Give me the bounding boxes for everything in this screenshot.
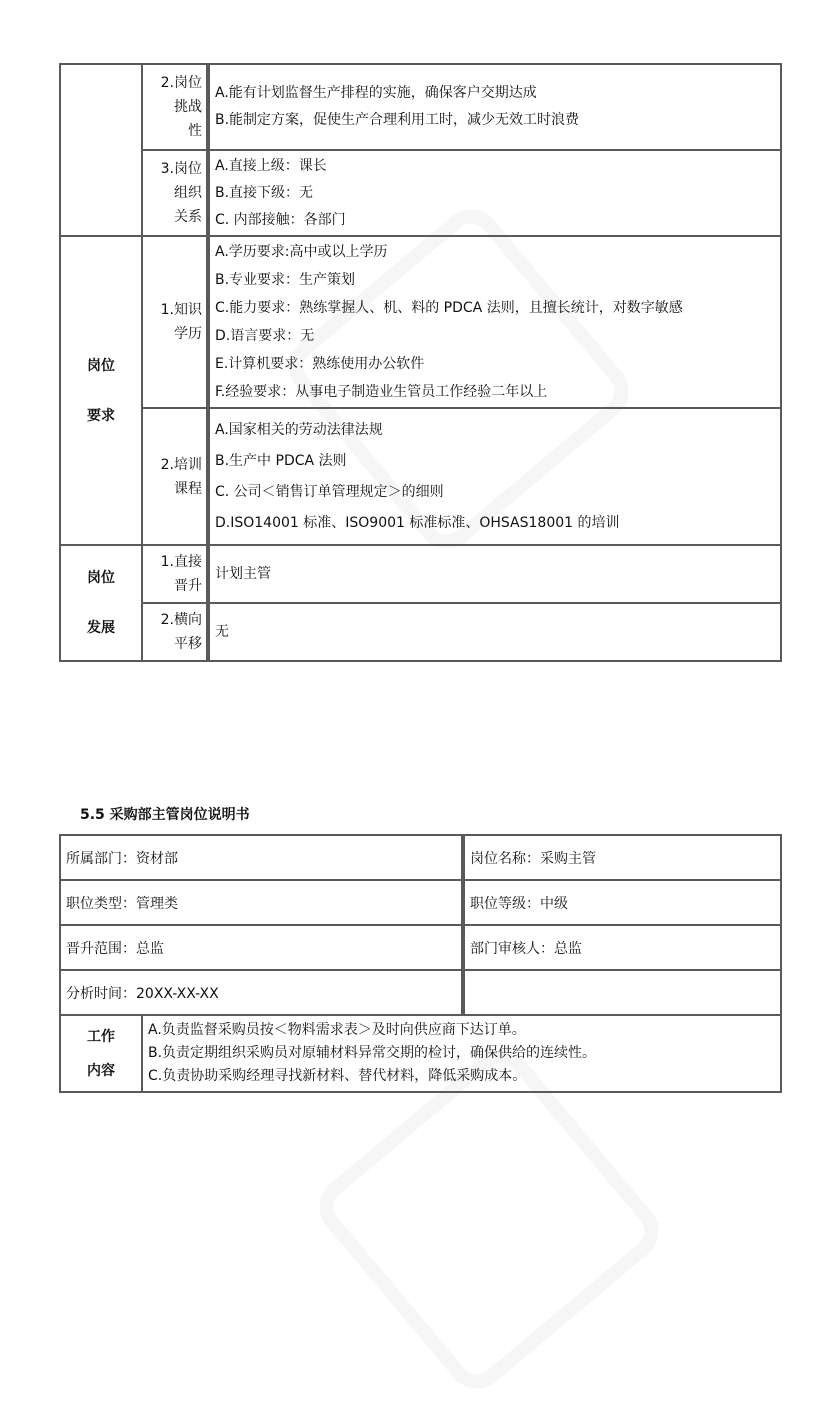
subsection-label-cell [142, 545, 208, 603]
list-item: A.直接上级：课长 [215, 157, 327, 174]
subsection-label-cell [142, 408, 208, 545]
section-heading: 5.5 采购部主管岗位说明书 [80, 807, 250, 823]
subsection-label-line: 平移 [174, 636, 202, 652]
content-cell [208, 64, 781, 150]
table-row [60, 880, 781, 925]
section-label-cell [60, 545, 142, 661]
table-row [60, 603, 781, 661]
table-row [60, 970, 781, 1015]
info-cell-right: 职位等级：中级 [463, 880, 781, 925]
list-item: D.语言要求：无 [215, 328, 315, 344]
section-label-line: 岗位 [87, 357, 115, 374]
table-row [60, 835, 781, 880]
subsection-label-line: 2.岗位 [160, 75, 202, 91]
table-row [60, 925, 781, 970]
list-item: B.负责定期组织采购员对原辅材料异常交期的检讨，确保供给的连续性。 [148, 1045, 597, 1061]
section-label-line: 要求 [87, 407, 115, 424]
info-cell-left: 晋升范围：总监 [60, 925, 463, 970]
section-label-line: 发展 [87, 620, 115, 636]
subsection-label-line: 关系 [174, 209, 202, 225]
info-cell-left: 职位类型：管理类 [60, 880, 463, 925]
job-description-table-continued [59, 63, 782, 662]
list-item: C.能力要求：熟练掌握人、机、料的 PDCA 法则，且擅长统计，对数字敏感 [215, 300, 683, 316]
subsection-label-line: 课程 [174, 480, 202, 497]
subsection-label-cell [142, 64, 208, 150]
table-row [60, 64, 781, 150]
list-item: C.负责协助采购经理寻找新材料、替代材料，降低采购成本。 [148, 1068, 527, 1084]
subsection-label-line: 组织 [174, 185, 202, 201]
subsection-label-line: 晋升 [174, 578, 202, 594]
info-cell-left: 所属部门：资材部 [60, 835, 463, 880]
content-cell [208, 603, 781, 661]
content-cell [208, 408, 781, 545]
subsection-label-line: 性 [188, 123, 202, 139]
table-row [60, 150, 781, 236]
list-item: B.能制定方案，促使生产合理利用工时，减少无效工时浪费 [215, 112, 580, 128]
section-label-cell [60, 1015, 142, 1092]
section-label-line: 工作 [87, 1028, 115, 1045]
list-item: A.能有计划监督生产排程的实施，确保客户交期达成 [215, 85, 537, 101]
section-label-line: 内容 [87, 1062, 115, 1079]
subsection-label-cell [142, 603, 208, 661]
content-cell [208, 150, 781, 236]
list-item: A.学历要求:高中或以上学历 [215, 244, 388, 260]
subsection-label-line: 挑战 [174, 99, 202, 115]
list-item: B.直接下级：无 [215, 184, 314, 201]
list-item: A.负责监督采购员按＜物料需求表＞及时向供应商下达订单。 [148, 1022, 526, 1038]
table-row [60, 236, 781, 408]
list-item: D.ISO14001 标准、ISO9001 标准标准、OHSAS18001 的培训 [215, 514, 620, 531]
subsection-label-line: 3.岗位 [160, 161, 202, 177]
section-label-cell [60, 236, 142, 545]
list-item: C. 公司＜销售订单管理规定＞的细则 [215, 483, 444, 500]
list-item: C. 内部接触：各部门 [215, 211, 346, 228]
subsection-label-line: 学历 [174, 326, 202, 342]
info-cell-left: 分析时间：20XX-XX-XX [60, 970, 463, 1015]
list-item: F.经验要求：从事电子制造业生管员工作经验二年以上 [215, 384, 548, 400]
content-cell [208, 545, 781, 603]
list-item: B.专业要求：生产策划 [215, 272, 356, 288]
subsection-label-line: 2.横向 [160, 612, 202, 628]
info-cell-right: 部门审核人：总监 [463, 925, 781, 970]
list-item: A.国家相关的劳动法律法规 [215, 421, 383, 438]
section-label-cell [60, 64, 142, 236]
purchasing-supervisor-table [59, 834, 782, 1093]
subsection-label-line: 1.知识 [160, 302, 202, 318]
info-cell-right [463, 970, 781, 1015]
info-cell-right: 岗位名称：采购主管 [463, 835, 781, 880]
subsection-label-line: 1.直接 [160, 554, 202, 570]
table-row [60, 408, 781, 545]
subsection-label-cell [142, 236, 208, 408]
content-cell [142, 1015, 781, 1092]
list-item: 无 [215, 623, 229, 640]
table-row [60, 545, 781, 603]
list-item: B.生产中 PDCA 法则 [215, 452, 347, 469]
subsection-label-cell [142, 150, 208, 236]
content-cell [208, 236, 781, 408]
table-row [60, 1015, 781, 1092]
list-item: 计划主管 [215, 565, 271, 582]
list-item: E.计算机要求：熟练使用办公软件 [215, 356, 425, 372]
section-label-line: 岗位 [87, 570, 115, 586]
subsection-label-line: 2.培训 [160, 456, 202, 473]
